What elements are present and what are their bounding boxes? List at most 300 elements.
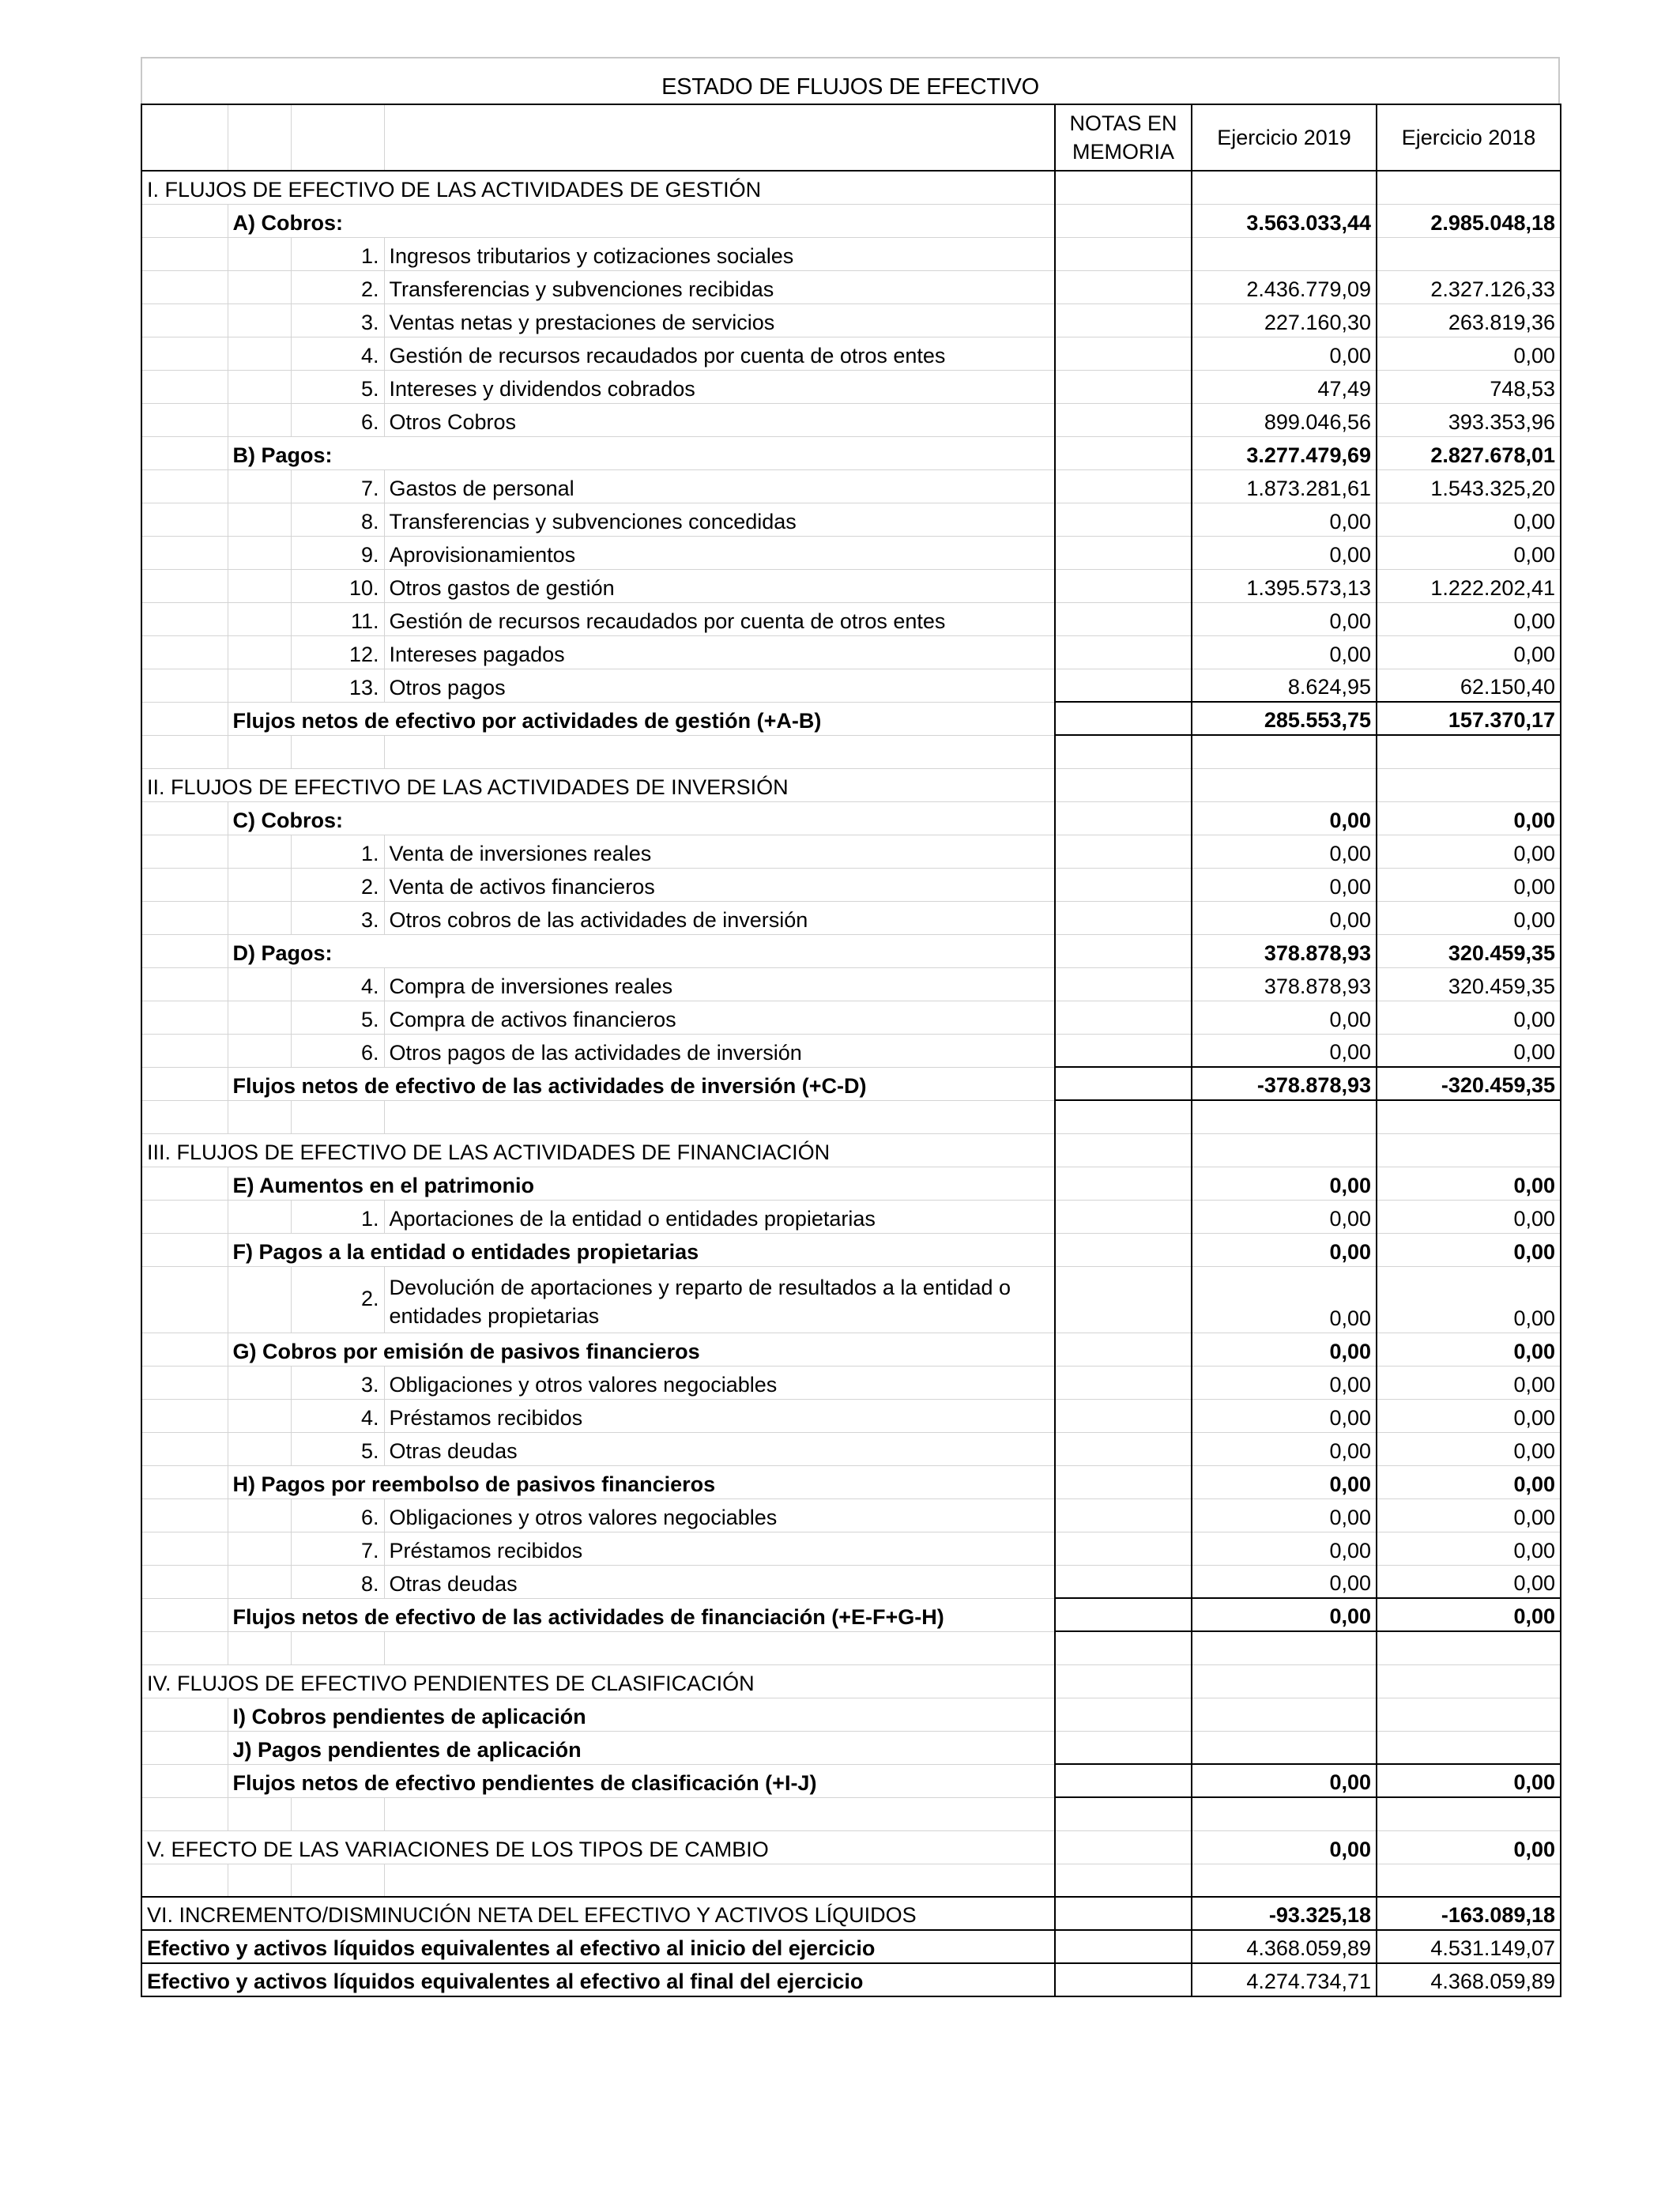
item-number: 13. [291, 669, 384, 702]
indent [141, 1764, 228, 1797]
value-2018 [1377, 1100, 1561, 1133]
item-label: Préstamos recibidos [384, 1532, 1055, 1565]
table-row [141, 1565, 1561, 1598]
item-label: Otros cobros de las actividades de inversión [384, 901, 1055, 934]
table-row [141, 1266, 1561, 1333]
value-2019: 2.436.779,09 [1192, 270, 1377, 303]
value-2019: 0,00 [1192, 1830, 1377, 1864]
section-heading: V. EFECTO DE LAS VARIACIONES DE LOS TIPOS DE CAMBIO [141, 1830, 1055, 1864]
notas-cell [1055, 967, 1192, 1001]
value-2019: 8.624,95 [1192, 669, 1377, 702]
header-row [141, 104, 1561, 171]
notas-cell [1055, 735, 1192, 768]
table-row [141, 669, 1561, 702]
indent [228, 1532, 291, 1565]
item-label: Otros pagos [384, 669, 1055, 702]
notas-cell [1055, 1631, 1192, 1664]
item-label: Venta de inversiones reales [384, 835, 1055, 868]
value-2019: 285.553,75 [1192, 702, 1377, 735]
notas-cell [1055, 669, 1192, 702]
value-2018 [1377, 768, 1561, 801]
item-number: 5. [291, 1432, 384, 1465]
spacer-row [141, 1100, 1561, 1133]
notas-cell [1055, 503, 1192, 536]
indent [141, 1200, 228, 1233]
indent [141, 602, 228, 635]
indent [228, 303, 291, 337]
value-2018: 0,00 [1377, 1830, 1561, 1864]
value-2018: 0,00 [1377, 1200, 1561, 1233]
group-g [141, 1333, 1561, 1366]
indent [228, 536, 291, 569]
value-2019: 0,00 [1192, 868, 1377, 901]
value-2018 [1377, 1731, 1561, 1764]
title-bar [141, 57, 1560, 104]
table-row [141, 967, 1561, 1001]
indent [228, 270, 291, 303]
table-row [141, 1532, 1561, 1565]
item-label: Aprovisionamientos [384, 536, 1055, 569]
value-2018: 0,00 [1377, 1167, 1561, 1200]
value-2019 [1192, 1864, 1377, 1897]
value-2018: 0,00 [1377, 1266, 1561, 1333]
value-2019: 0,00 [1192, 1366, 1377, 1399]
table-row [141, 1034, 1561, 1067]
indent [141, 1432, 228, 1465]
notas-cell [1055, 835, 1192, 868]
table-row [141, 835, 1561, 868]
indent [141, 1034, 228, 1067]
indent [141, 1532, 228, 1565]
value-2019: 0,00 [1192, 337, 1377, 370]
item-label: Obligaciones y otros valores negociables [384, 1366, 1055, 1399]
item-label: Obligaciones y otros valores negociables [384, 1498, 1055, 1532]
indent [228, 1432, 291, 1465]
value-2019: 0,00 [1192, 1764, 1377, 1797]
item-number: 2. [291, 1266, 384, 1333]
value-2018: 0,00 [1377, 1465, 1561, 1498]
group-h [141, 1465, 1561, 1498]
indent [141, 569, 228, 602]
table-row [141, 370, 1561, 403]
item-label: Préstamos recibidos [384, 1399, 1055, 1432]
spacer-row [141, 1631, 1561, 1664]
indent [141, 403, 228, 436]
indent [141, 270, 228, 303]
indent [141, 237, 228, 270]
notas-cell [1055, 171, 1192, 204]
notas-cell [1055, 1598, 1192, 1631]
group-label: J) Pagos pendientes de aplicación [228, 1731, 1055, 1764]
item-number: 2. [291, 270, 384, 303]
value-2018: 0,00 [1377, 1366, 1561, 1399]
table-row [141, 868, 1561, 901]
value-2019: 4.274.734,71 [1192, 1963, 1377, 1996]
value-2019 [1192, 1133, 1377, 1167]
item-label: Otros gastos de gestión [384, 569, 1055, 602]
table-row [141, 536, 1561, 569]
group-label: G) Cobros por emisión de pasivos financieros [228, 1333, 1055, 1366]
indent [141, 1233, 228, 1266]
value-2019: -93.325,18 [1192, 1897, 1377, 1930]
indent [141, 436, 228, 469]
item-number: 9. [291, 536, 384, 569]
indent [141, 503, 228, 536]
value-2018: 0,00 [1377, 801, 1561, 835]
item-number: 1. [291, 835, 384, 868]
section-inversion [141, 768, 1561, 801]
indent [141, 1266, 228, 1333]
indent [141, 635, 228, 669]
value-2019: 47,49 [1192, 370, 1377, 403]
table-row [141, 237, 1561, 270]
indent [141, 337, 228, 370]
item-number: 8. [291, 503, 384, 536]
item-label: Venta de activos financieros [384, 868, 1055, 901]
cash-flow-statement [141, 57, 1560, 1997]
notas-cell [1055, 337, 1192, 370]
value-2018: 0,00 [1377, 1432, 1561, 1465]
value-2019: 378.878,93 [1192, 934, 1377, 967]
value-2019: 3.277.479,69 [1192, 436, 1377, 469]
item-number: 4. [291, 967, 384, 1001]
indent [141, 204, 228, 237]
value-2019: -378.878,93 [1192, 1067, 1377, 1100]
group-cobros-a [141, 204, 1561, 237]
notas-cell [1055, 1067, 1192, 1100]
value-2018: 1.543.325,20 [1377, 469, 1561, 503]
notas-cell [1055, 569, 1192, 602]
notas-cell [1055, 237, 1192, 270]
value-2018: 2.327.126,33 [1377, 270, 1561, 303]
value-2019 [1192, 768, 1377, 801]
value-2019: 0,00 [1192, 1233, 1377, 1266]
value-2019: 0,00 [1192, 1266, 1377, 1333]
indent [141, 370, 228, 403]
notas-cell [1055, 1266, 1192, 1333]
value-2018: 4.368.059,89 [1377, 1963, 1561, 1996]
indent [141, 1333, 228, 1366]
indent [228, 403, 291, 436]
notas-cell [1055, 436, 1192, 469]
value-2019 [1192, 1731, 1377, 1764]
item-label: Compra de activos financieros [384, 1001, 1055, 1034]
indent [228, 835, 291, 868]
item-label: Ventas netas y prestaciones de servicios [384, 303, 1055, 337]
value-2018: 0,00 [1377, 1001, 1561, 1034]
value-2018: 263.819,36 [1377, 303, 1561, 337]
value-2018: 62.150,40 [1377, 669, 1561, 702]
notas-cell [1055, 868, 1192, 901]
section-heading: VI. INCREMENTO/DISMINUCIÓN NETA DEL EFECTIVO Y ACTIVOS LÍQUIDOS [141, 1897, 1055, 1930]
table-row [141, 602, 1561, 635]
notas-cell [1055, 702, 1192, 735]
section-pendientes [141, 1664, 1561, 1698]
value-2019: 0,00 [1192, 1001, 1377, 1034]
notas-cell [1055, 768, 1192, 801]
value-2019 [1192, 735, 1377, 768]
total-gestion [141, 702, 1561, 735]
table-row [141, 1399, 1561, 1432]
table-row [141, 337, 1561, 370]
section-cambio [141, 1830, 1561, 1864]
notas-cell [1055, 1034, 1192, 1067]
value-2019: 0,00 [1192, 1532, 1377, 1565]
section-heading: III. FLUJOS DE EFECTIVO DE LAS ACTIVIDADES DE FINANCIACIÓN [141, 1133, 1055, 1167]
item-label: Gestión de recursos recaudados por cuenta de otros entes [384, 602, 1055, 635]
item-number: 5. [291, 1001, 384, 1034]
item-number: 1. [291, 1200, 384, 1233]
value-2018: 320.459,35 [1377, 934, 1561, 967]
item-label: Intereses pagados [384, 635, 1055, 669]
group-label: C) Cobros: [228, 801, 1055, 835]
value-2019: 0,00 [1192, 536, 1377, 569]
notas-cell [1055, 934, 1192, 967]
value-2019: 0,00 [1192, 1498, 1377, 1532]
value-2019 [1192, 171, 1377, 204]
notas-cell [1055, 1133, 1192, 1167]
value-2018: 0,00 [1377, 901, 1561, 934]
value-2018: 0,00 [1377, 1532, 1561, 1565]
indent [228, 901, 291, 934]
value-2018: 0,00 [1377, 337, 1561, 370]
value-2018: 0,00 [1377, 503, 1561, 536]
indent [141, 469, 228, 503]
notas-cell [1055, 602, 1192, 635]
value-2019: 899.046,56 [1192, 403, 1377, 436]
table-row [141, 503, 1561, 536]
value-2019: 0,00 [1192, 1200, 1377, 1233]
indent [141, 669, 228, 702]
indent [141, 868, 228, 901]
indent [228, 469, 291, 503]
notas-cell [1055, 1498, 1192, 1532]
item-number: 2. [291, 868, 384, 901]
section-heading: II. FLUJOS DE EFECTIVO DE LAS ACTIVIDADES DE INVERSIÓN [141, 768, 1055, 801]
section-incremento [141, 1897, 1561, 1930]
value-2019: 0,00 [1192, 503, 1377, 536]
notas-cell [1055, 536, 1192, 569]
notas-cell [1055, 1565, 1192, 1598]
header-2019: Ejercicio 2019 [1192, 104, 1377, 171]
item-number: 3. [291, 1366, 384, 1399]
value-2018 [1377, 1698, 1561, 1731]
value-2019: 1.395.573,13 [1192, 569, 1377, 602]
value-2019: 0,00 [1192, 1167, 1377, 1200]
group-f [141, 1233, 1561, 1266]
value-2019: 0,00 [1192, 1432, 1377, 1465]
item-label: Ingresos tributarios y cotizaciones sociales [384, 237, 1055, 270]
group-label: H) Pagos por reembolso de pasivos financieros [228, 1465, 1055, 1498]
indent [228, 370, 291, 403]
item-label: Gestión de recursos recaudados por cuenta de otros entes [384, 337, 1055, 370]
value-2018 [1377, 237, 1561, 270]
value-2018: 0,00 [1377, 602, 1561, 635]
indent [141, 1067, 228, 1100]
value-2019: 0,00 [1192, 635, 1377, 669]
item-number: 1. [291, 237, 384, 270]
indent [228, 337, 291, 370]
table-row [141, 270, 1561, 303]
notas-cell [1055, 1167, 1192, 1200]
value-2018: -320.459,35 [1377, 1067, 1561, 1100]
indent [228, 1034, 291, 1067]
value-2018: 1.222.202,41 [1377, 569, 1561, 602]
value-2018: 157.370,17 [1377, 702, 1561, 735]
table-row [141, 569, 1561, 602]
total-inversion [141, 1067, 1561, 1100]
value-2019 [1192, 1698, 1377, 1731]
spacer-row [141, 735, 1561, 768]
item-label: Otras deudas [384, 1565, 1055, 1598]
total-label: Flujos netos de efectivo de las actividades de financiación (+E-F+G-H) [228, 1598, 1055, 1631]
page-title: ESTADO DE FLUJOS DE EFECTIVO [661, 74, 1039, 100]
indent [141, 901, 228, 934]
indent [141, 1598, 228, 1631]
value-2018: -163.089,18 [1377, 1897, 1561, 1930]
total-label: Flujos netos de efectivo de las actividades de inversión (+C-D) [228, 1067, 1055, 1100]
value-2019: 0,00 [1192, 835, 1377, 868]
notas-cell [1055, 1100, 1192, 1133]
item-label: Intereses y dividendos cobrados [384, 370, 1055, 403]
item-number: 4. [291, 337, 384, 370]
value-2018: 0,00 [1377, 1233, 1561, 1266]
value-2018 [1377, 1864, 1561, 1897]
item-label: Otras deudas [384, 1432, 1055, 1465]
group-j [141, 1731, 1561, 1764]
group-cobros-c [141, 801, 1561, 835]
item-number: 6. [291, 403, 384, 436]
group-pagos-d [141, 934, 1561, 967]
indent [141, 1366, 228, 1399]
value-2018: 2.827.678,01 [1377, 436, 1561, 469]
value-2019: 0,00 [1192, 901, 1377, 934]
value-2019: 227.160,30 [1192, 303, 1377, 337]
value-2018: 0,00 [1377, 1498, 1561, 1532]
indent [228, 669, 291, 702]
group-label: A) Cobros: [228, 204, 1055, 237]
notas-cell [1055, 1731, 1192, 1764]
indent [141, 1498, 228, 1532]
cash-flow-table [141, 104, 1561, 1997]
table-row [141, 403, 1561, 436]
table-row [141, 635, 1561, 669]
value-2018: 0,00 [1377, 1598, 1561, 1631]
notas-cell [1055, 635, 1192, 669]
notas-cell [1055, 403, 1192, 436]
group-label: E) Aumentos en el patrimonio [228, 1167, 1055, 1200]
value-2019: 378.878,93 [1192, 967, 1377, 1001]
notas-cell [1055, 901, 1192, 934]
indent [228, 602, 291, 635]
item-label: Transferencias y subvenciones recibidas [384, 270, 1055, 303]
notas-cell [1055, 303, 1192, 337]
table-row [141, 1432, 1561, 1465]
item-number: 6. [291, 1034, 384, 1067]
value-2019: 0,00 [1192, 1565, 1377, 1598]
item-number: 6. [291, 1498, 384, 1532]
item-number: 8. [291, 1565, 384, 1598]
table-row [141, 1200, 1561, 1233]
notas-cell [1055, 1764, 1192, 1797]
total-label: Flujos netos de efectivo pendientes de clasificación (+I-J) [228, 1764, 1055, 1797]
item-label: Devolución de aportaciones y reparto de resultados a la entidad o entidades propietarias [384, 1266, 1055, 1333]
indent [141, 934, 228, 967]
value-2019: 0,00 [1192, 1399, 1377, 1432]
indent [228, 967, 291, 1001]
item-label: Otros pagos de las actividades de inversión [384, 1034, 1055, 1067]
notas-cell [1055, 801, 1192, 835]
value-2019 [1192, 1631, 1377, 1664]
indent [228, 1266, 291, 1333]
total-label: Flujos netos de efectivo por actividades de gestión (+A-B) [228, 702, 1055, 735]
table-row [141, 1001, 1561, 1034]
spacer-row [141, 1864, 1561, 1897]
indent [141, 835, 228, 868]
total-financiacion [141, 1598, 1561, 1631]
group-label: B) Pagos: [228, 436, 1055, 469]
item-number: 12. [291, 635, 384, 669]
value-2018: 4.531.149,07 [1377, 1930, 1561, 1963]
table-row [141, 303, 1561, 337]
item-label: Aportaciones de la entidad o entidades propietarias [384, 1200, 1055, 1233]
indent [228, 635, 291, 669]
value-2018 [1377, 1631, 1561, 1664]
indent [141, 801, 228, 835]
item-label: Transferencias y subvenciones concedidas [384, 503, 1055, 536]
value-2019 [1192, 1797, 1377, 1830]
indent [228, 1200, 291, 1233]
item-number: 7. [291, 469, 384, 503]
notas-cell [1055, 1333, 1192, 1366]
value-2018: 320.459,35 [1377, 967, 1561, 1001]
value-2019: 4.368.059,89 [1192, 1930, 1377, 1963]
value-2019: 1.873.281,61 [1192, 469, 1377, 503]
notas-cell [1055, 1366, 1192, 1399]
indent [141, 1001, 228, 1034]
table-row [141, 901, 1561, 934]
value-2018: 0,00 [1377, 1399, 1561, 1432]
indent [228, 1399, 291, 1432]
table-row [141, 469, 1561, 503]
notas-cell [1055, 1864, 1192, 1897]
notas-cell [1055, 370, 1192, 403]
section-gestion [141, 171, 1561, 204]
value-2018: 0,00 [1377, 835, 1561, 868]
notas-cell [1055, 1465, 1192, 1498]
indent [141, 1167, 228, 1200]
value-2018: 0,00 [1377, 536, 1561, 569]
value-2019 [1192, 237, 1377, 270]
value-2018: 0,00 [1377, 635, 1561, 669]
section-heading: I. FLUJOS DE EFECTIVO DE LAS ACTIVIDADES DE GESTIÓN [141, 171, 1055, 204]
item-number: 11. [291, 602, 384, 635]
value-2018: 393.353,96 [1377, 403, 1561, 436]
value-2018: 0,00 [1377, 868, 1561, 901]
value-2019: 0,00 [1192, 602, 1377, 635]
item-number: 10. [291, 569, 384, 602]
indent [141, 1399, 228, 1432]
group-label: F) Pagos a la entidad o entidades propietarias [228, 1233, 1055, 1266]
value-2018: 0,00 [1377, 1565, 1561, 1598]
indent [141, 536, 228, 569]
item-number: 7. [291, 1532, 384, 1565]
notas-cell [1055, 1432, 1192, 1465]
group-i [141, 1698, 1561, 1731]
item-number: 3. [291, 303, 384, 337]
item-number: 3. [291, 901, 384, 934]
value-2018 [1377, 735, 1561, 768]
